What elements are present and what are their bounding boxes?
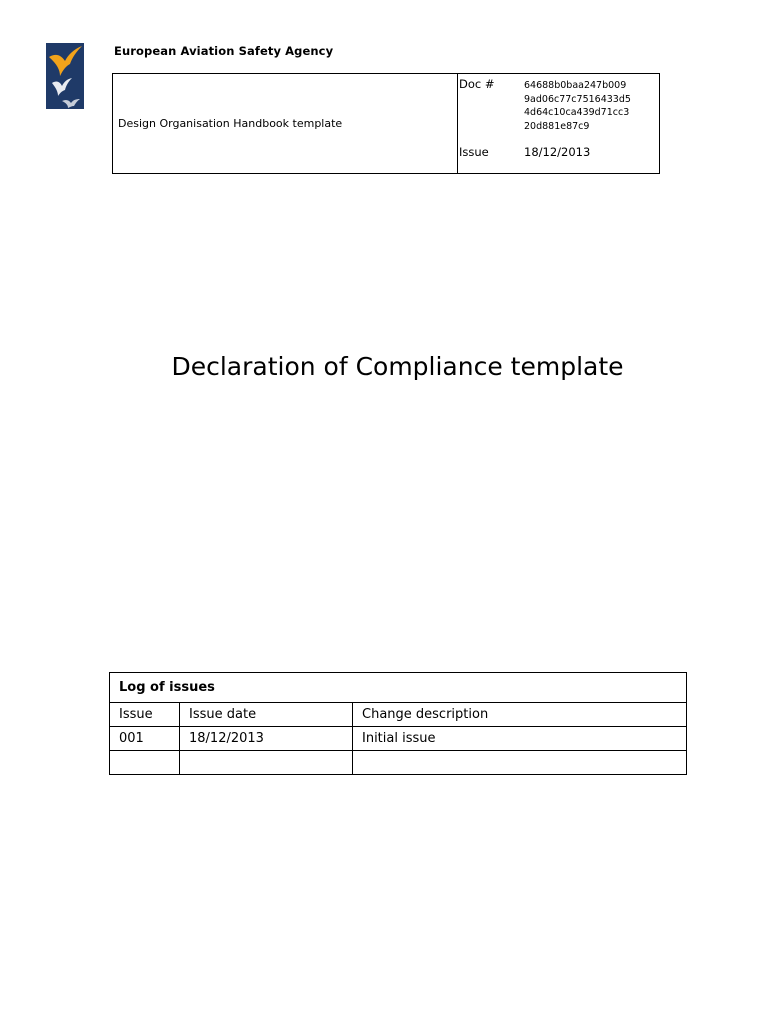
document-info-cell bbox=[458, 74, 660, 174]
table-cell bbox=[180, 751, 353, 775]
table-cell: 001 bbox=[110, 727, 180, 751]
issue-label: Issue bbox=[459, 145, 489, 159]
column-header-issue: Issue bbox=[110, 703, 180, 727]
table-row bbox=[110, 751, 687, 775]
column-header-change-description: Change description bbox=[353, 703, 687, 727]
doc-number bbox=[524, 79, 631, 133]
table-cell bbox=[353, 751, 687, 775]
easa-logo bbox=[46, 43, 84, 109]
handbook-title: Design Organisation Handbook template bbox=[113, 74, 458, 174]
table-header-row bbox=[110, 703, 687, 727]
table-cell: Initial issue bbox=[353, 727, 687, 751]
document-header-table bbox=[112, 73, 660, 174]
doc-number-line: 64688b0baa247b009 bbox=[524, 80, 627, 91]
doc-number-label: Doc # bbox=[459, 77, 495, 91]
doc-number-line: 4d64c10ca439d71cc3 bbox=[524, 107, 630, 118]
doc-number-line: 9ad06c77c7516433d5 bbox=[524, 93, 631, 105]
log-title: Log of issues bbox=[110, 673, 687, 703]
issue-date: 18/12/2013 bbox=[524, 145, 591, 159]
table-cell bbox=[110, 751, 180, 775]
table-cell: 18/12/2013 bbox=[180, 727, 353, 751]
log-of-issues-table bbox=[109, 672, 687, 775]
doc-number-line: 20d881e87c9 bbox=[524, 120, 590, 132]
agency-name: European Aviation Safety Agency bbox=[114, 44, 334, 58]
column-header-issue-date: Issue date bbox=[180, 703, 353, 727]
table-row bbox=[110, 727, 687, 751]
document-title: Declaration of Compliance template bbox=[171, 352, 624, 381]
